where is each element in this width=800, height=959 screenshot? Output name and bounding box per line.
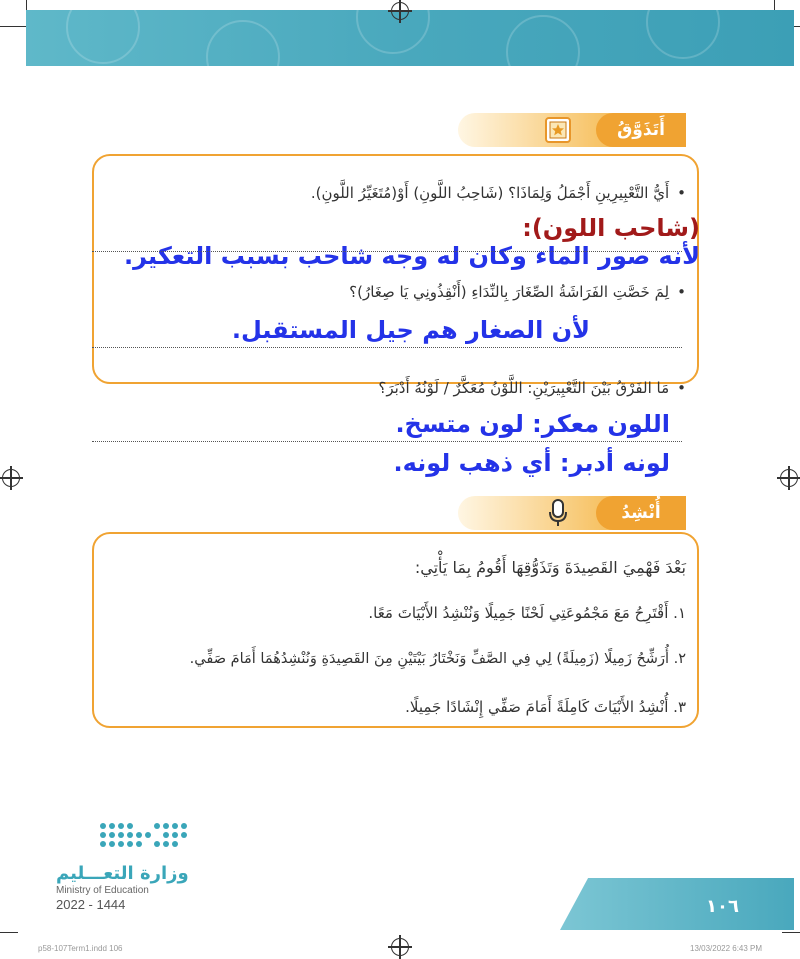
ministry-year: 2022 - 1444 bbox=[56, 897, 126, 912]
answer-1 bbox=[70, 214, 700, 270]
footer-band bbox=[560, 878, 794, 930]
recite-intro: بَعْدَ فَهْمِيَ القَصِيدَةَ وَتَذَوُّقِهَا أَقُومُ بِمَا يَأْتِي: bbox=[414, 558, 686, 577]
star-book-icon bbox=[545, 117, 571, 143]
question-1: • أَيُّ التَّعْبِيرِينِ أَجْمَلُ وَلِمَاذَا؟ (شَاحِبُ اللَّونِ) أَوْ(مُتَغَيِّرُ اللَّونِ). bbox=[300, 184, 686, 202]
page-number: ١٠٦ bbox=[706, 896, 739, 917]
question-3: • مَا الفَرْقُ بَيْنَ التَّعْبِيرَيْنِ: اللَّوْنُ مُعَكَّرٌ / لَوْنُهُ أَدْبَرَ؟ bbox=[290, 379, 686, 397]
crop-mark bbox=[782, 932, 800, 933]
section-title: أَتَذَوَّقُ bbox=[596, 113, 686, 147]
answer-1-label: (شاحب اللون): bbox=[522, 214, 700, 242]
registration-mark-icon bbox=[391, 938, 409, 956]
section-title: أُنْشِدُ bbox=[596, 496, 686, 530]
answer-2: لأن الصغار هم جيل المستقبل. bbox=[231, 316, 590, 344]
answer-3a: اللون معكر: لون متسخ. bbox=[395, 410, 670, 438]
crop-mark bbox=[0, 26, 26, 27]
microphone-icon bbox=[546, 498, 570, 528]
registration-mark-icon bbox=[391, 2, 409, 20]
registration-mark-icon bbox=[780, 469, 798, 487]
question-2: • لِمَ خَصَّتِ الفَرَاشَةُ الصِّغَارَ بِالنِّدَاءِ (أَنْقِذُونِي يَا صِغَارُ)؟ bbox=[320, 283, 686, 301]
answer-1-text: لأنه صور الماء وكان له وجه شاحب بسبب التعكير. bbox=[124, 242, 700, 270]
answer-line bbox=[92, 441, 682, 442]
crop-mark bbox=[0, 932, 18, 933]
answer-line bbox=[92, 347, 682, 348]
recite-item-2: ٢. أُرَشِّحُ زَمِيلًا (زَمِيلَةً) لِي فِي الصَّفِّ وَنَخْتَارُ بَيْتَيْنِ مِنَ القَصِيدَةِ وَنُنْشِدُهُمَا أَمَامَ صَفِّي. bbox=[189, 651, 686, 667]
answer-3b: لونه أدبر: أي ذهب لونه. bbox=[393, 449, 670, 477]
ministry-logo-icon bbox=[100, 823, 192, 853]
ministry-name-ar: وزارة التعـــليم bbox=[56, 863, 189, 884]
recite-item-3: ٣. أُنْشِدُ الأَبْيَاتَ كَامِلَةً أَمَامَ صَفِّي إِنْشَادًا جَمِيلًا. bbox=[405, 698, 686, 716]
registration-mark-icon bbox=[2, 469, 20, 487]
answer-line bbox=[92, 251, 682, 252]
header-banner bbox=[26, 10, 794, 66]
recite-item-1: ١. أَقْتَرِحُ مَعَ مَجْمُوعَتِي لَحْنًا جَمِيلًا وَنُنْشِدُ الأَبْيَاتَ مَعًا. bbox=[368, 604, 686, 622]
ministry-name-en: Ministry of Education bbox=[56, 885, 149, 896]
print-slug-left: p58-107Term1.indd 106 bbox=[38, 944, 123, 953]
print-slug-right: 13/03/2022 6:43 PM bbox=[690, 944, 763, 953]
